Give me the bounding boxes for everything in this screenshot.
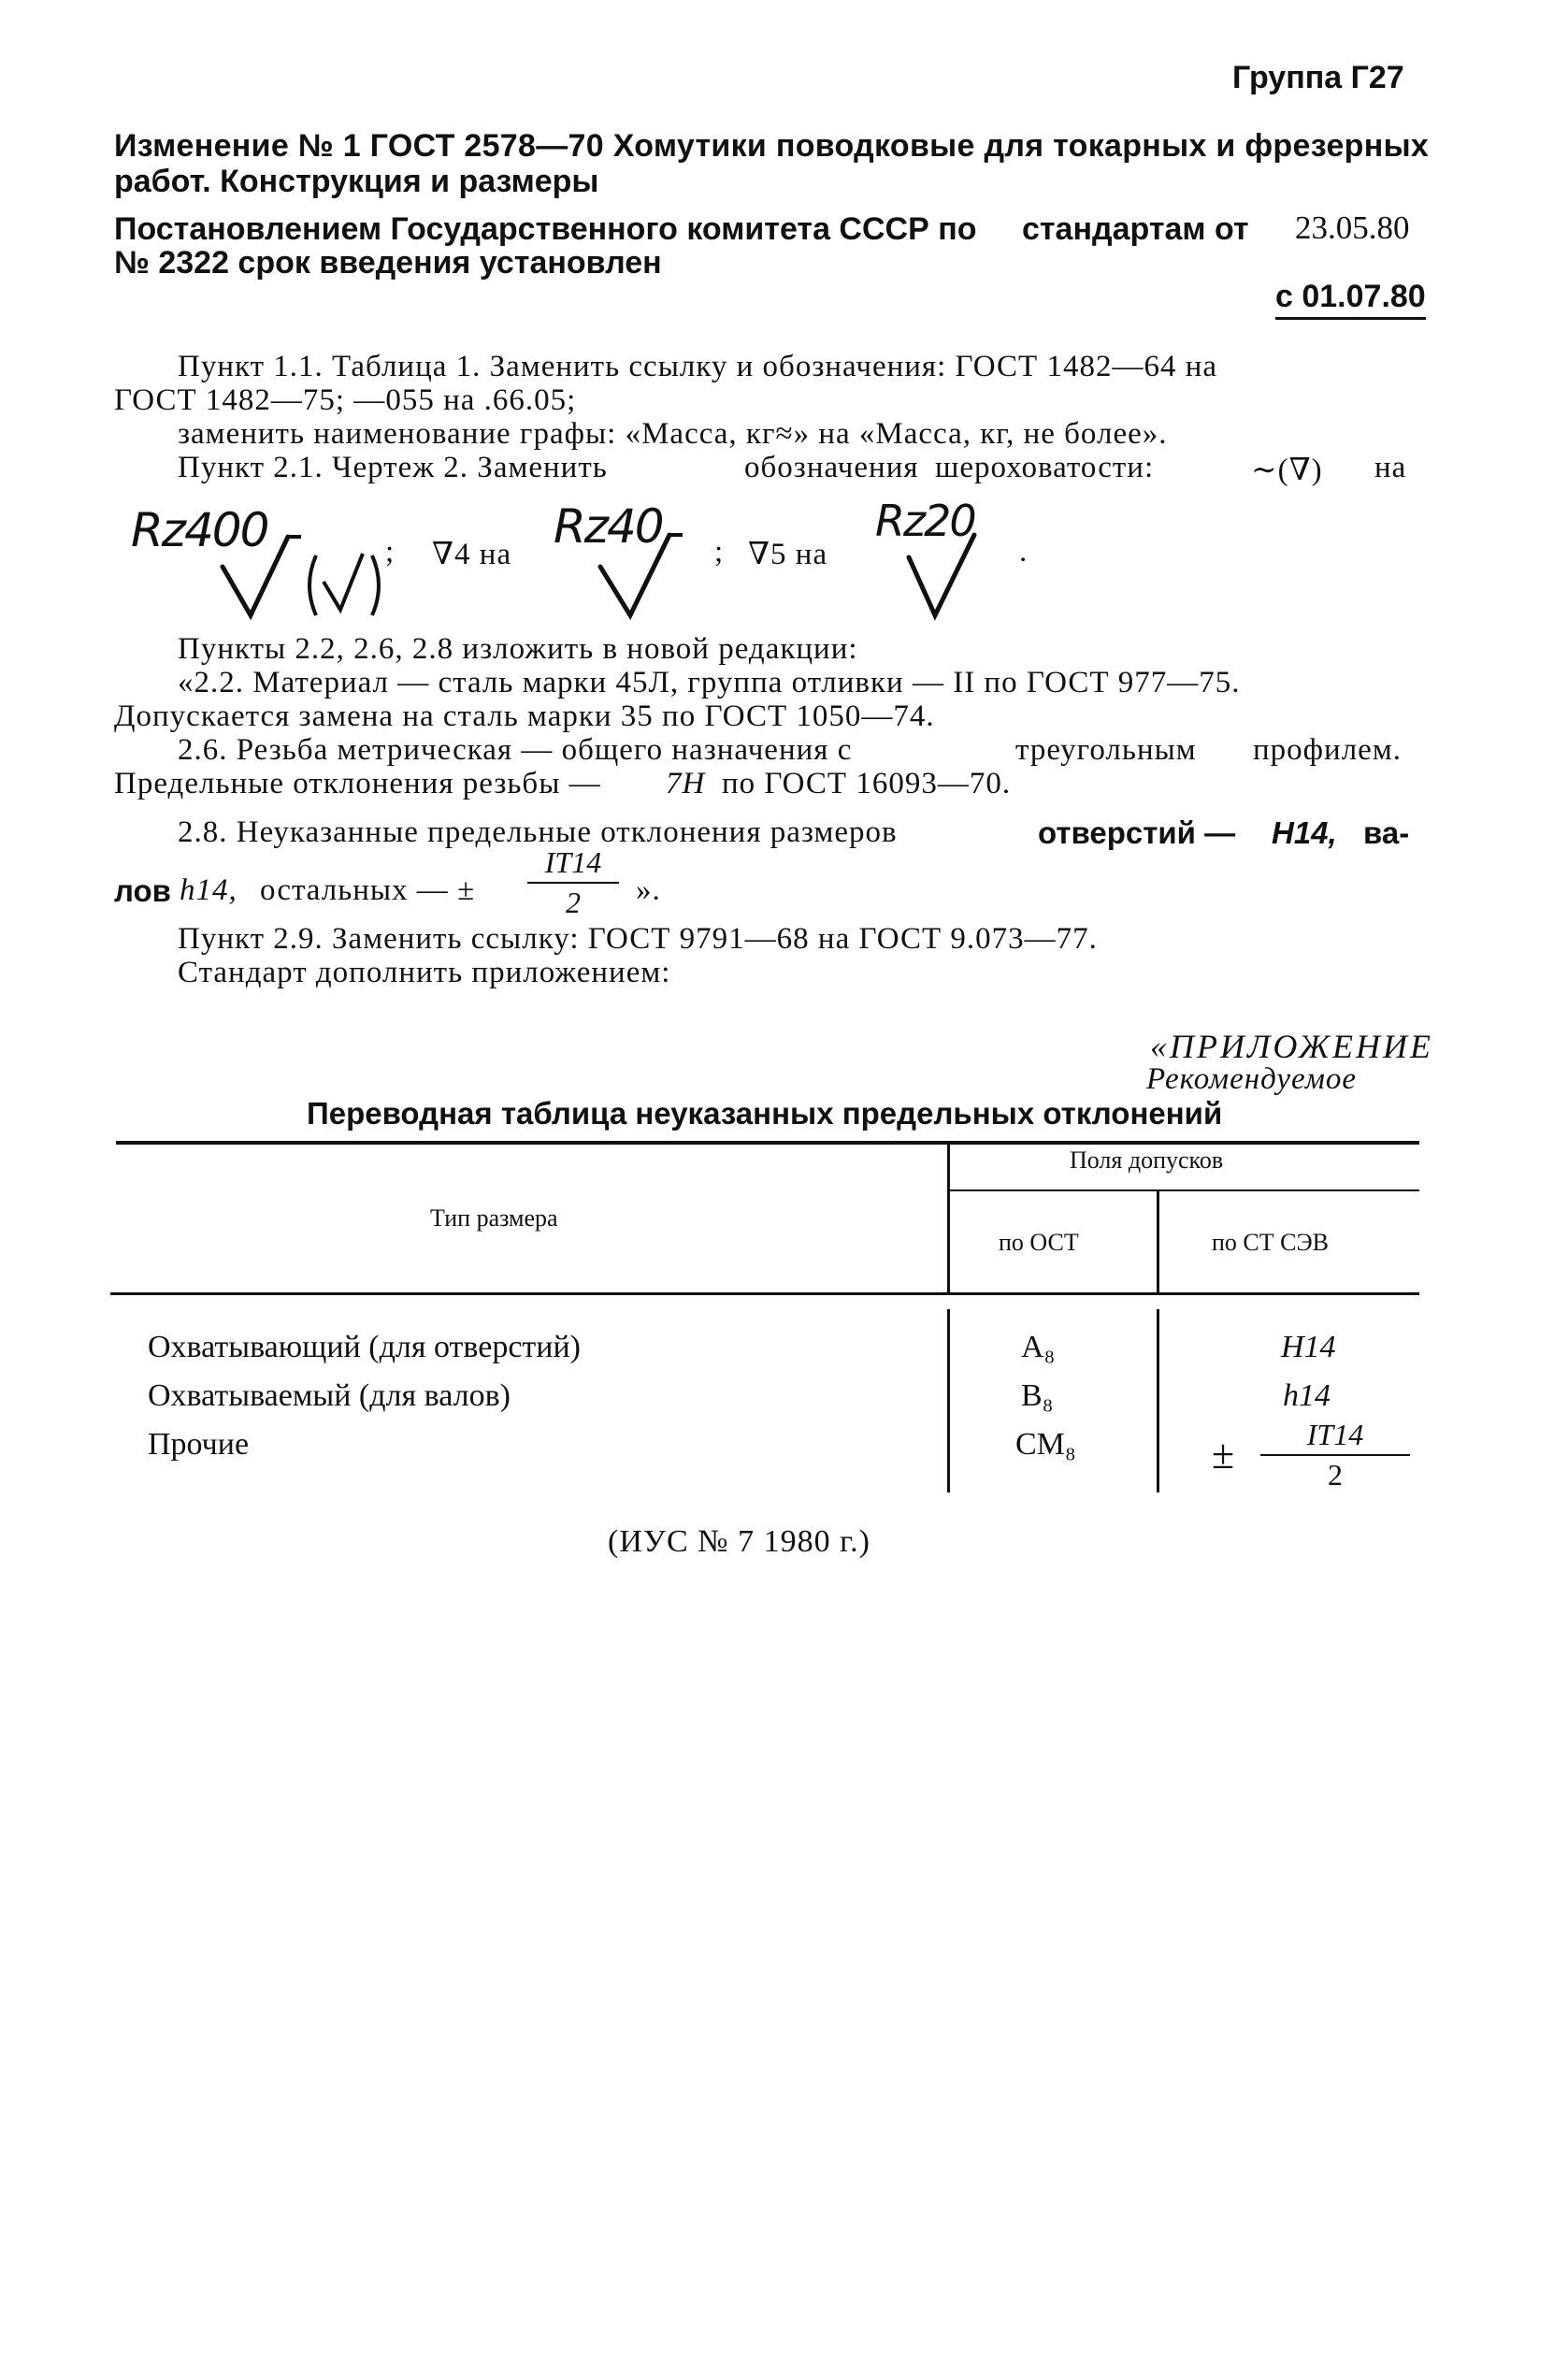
- title-line-2: работ. Конструкция и размеры: [114, 164, 599, 199]
- p2-line-1d: ∼(∇): [1251, 454, 1323, 487]
- header-by-st-sev: по СТ СЭВ: [1212, 1229, 1329, 1256]
- p1-line-3: заменить наименование графы: «Масса, кг≈» на «Масса, кг, не более».: [178, 417, 1168, 451]
- row-2-ost: B₈: [1021, 1378, 1054, 1413]
- table-header-bottom-rule: [110, 1292, 1419, 1295]
- header-tolerance-fields: Поля допусков: [1070, 1146, 1224, 1174]
- table-subcol-divider-body: [1157, 1309, 1159, 1492]
- p6-fraction-denominator: 2: [566, 886, 581, 919]
- p6-line-1b: отверстий —: [1038, 815, 1236, 850]
- row-3-sev-numerator: IT14: [1306, 1418, 1364, 1451]
- row-2-type: Охватываемый (для валов): [148, 1378, 511, 1413]
- roughness-symbol-1: [213, 529, 391, 623]
- p5-line-1b: треугольным: [1015, 733, 1197, 767]
- row-3-sev-bar: [1260, 1454, 1410, 1456]
- p6-line-2a: лов: [114, 873, 171, 908]
- roughness-label-rz20: Rz20: [875, 496, 975, 546]
- table-col-divider-header: [947, 1145, 950, 1292]
- decree-line-1a: Постановлением Государственного комитета СССР по: [114, 211, 977, 247]
- p4-line-2: Допускается замена на сталь марки 35 по ГОСТ 1050—74.: [114, 699, 935, 733]
- header-size-type: Тип размера: [430, 1204, 558, 1232]
- p6-line-2c: остальных — ±: [260, 873, 476, 907]
- p5-line-1c: профилем.: [1253, 733, 1402, 767]
- p4-line-1: «2.2. Материал — сталь марки 45Л, группа отливки — II по ГОСТ 977—75.: [178, 666, 1241, 699]
- table-title: Переводная таблица неуказанных предельных отклонений: [307, 1096, 1223, 1131]
- row-3-sev-denominator: 2: [1328, 1458, 1343, 1492]
- p6-fraction-bar: [527, 882, 619, 884]
- row-3-ost: CM₈: [1015, 1427, 1076, 1462]
- p2-line-1b: обозначения: [744, 451, 919, 484]
- roughness-label-rz40: Rz40: [554, 499, 663, 554]
- p5-line-2b: 7H: [666, 767, 706, 800]
- p6-line-1d: ва-: [1363, 815, 1410, 850]
- p6-line-1a: 2.8. Неуказанные предельные отклонения размеров: [178, 815, 898, 849]
- p6-line-1c: H14,: [1272, 815, 1337, 850]
- decree-effective-date: с 01.07.80: [1275, 279, 1426, 320]
- p7-line: Пункт 2.9. Заменить ссылку: ГОСТ 9791—68 на ГОСТ 9.073—77.: [178, 922, 1098, 956]
- header-by-ost: по ОСТ: [999, 1229, 1079, 1256]
- p2-line-1e: на: [1374, 451, 1407, 484]
- p6-line-2d: ».: [636, 873, 661, 907]
- p8-line: Стандарт дополнить приложением:: [178, 956, 671, 989]
- triangle-4-label: ∇4 на: [432, 538, 512, 571]
- p5-line-1a: 2.6. Резьба метрическая — общего назначения с: [178, 733, 853, 767]
- row-1-ost: A₈: [1021, 1330, 1056, 1364]
- p6-fraction-numerator: IT14: [544, 845, 602, 879]
- p2-line-1c: шероховатости:: [935, 451, 1155, 484]
- p5-line-2a: Предельные отклонения резьбы —: [114, 767, 601, 800]
- row-end-dot: .: [1019, 535, 1029, 569]
- p3-line: Пункты 2.2, 2.6, 2.8 изложить в новой редакции:: [178, 632, 858, 666]
- decree-line-1b: стандартам от: [1022, 211, 1249, 247]
- title-line-1: Изменение № 1 ГОСТ 2578—70 Хомутики поводковые для токарных и фрезерных: [114, 128, 1430, 164]
- separator-1: ;: [385, 535, 396, 569]
- triangle-5-label: ∇5 на: [748, 538, 828, 571]
- separator-2: ;: [714, 535, 725, 569]
- table-col-divider-body: [947, 1309, 950, 1492]
- row-2-sev: h14: [1283, 1378, 1331, 1413]
- row-3-sev-fraction: [1260, 1418, 1410, 1492]
- row-1-sev: H14: [1281, 1330, 1336, 1364]
- roughness-label-rz400: Rz400: [131, 503, 268, 557]
- roughness-symbol-3: [899, 529, 1002, 623]
- table-subheader-rule: [950, 1189, 1419, 1191]
- row-3-type: Прочие: [148, 1427, 250, 1462]
- p6-line-2b: h14,: [180, 873, 237, 907]
- p1-line-2: ГОСТ 1482—75; —055 на .66.05;: [114, 383, 577, 417]
- group-code: Группа Г27: [1232, 60, 1404, 95]
- appendix-label: «ПРИЛОЖЕНИЕ: [1150, 1028, 1433, 1065]
- p6-fraction: [527, 845, 619, 920]
- row-1-type: Охватывающий (для отверстий): [148, 1330, 581, 1364]
- p1-line-1: Пункт 1.1. Таблица 1. Заменить ссылку и обозначения: ГОСТ 1482—64 на: [178, 350, 1217, 383]
- p2-line-1a: Пункт 2.1. Чертеж 2. Заменить: [178, 451, 608, 484]
- ius-reference: (ИУС № 7 1980 г.): [608, 1524, 870, 1559]
- appendix-subtitle: Рекомендуемое: [1146, 1062, 1358, 1096]
- decree-line-2: № 2322 срок введения установлен: [114, 245, 662, 281]
- table-top-rule: [116, 1141, 1419, 1145]
- decree-date-issued: 23.05.80: [1295, 209, 1410, 246]
- row-3-sev-plusminus: ±: [1212, 1432, 1235, 1478]
- table-subcol-divider-header: [1157, 1191, 1159, 1292]
- roughness-symbol-2: [591, 529, 694, 623]
- p5-line-2c: по ГОСТ 16093—70.: [722, 767, 1012, 800]
